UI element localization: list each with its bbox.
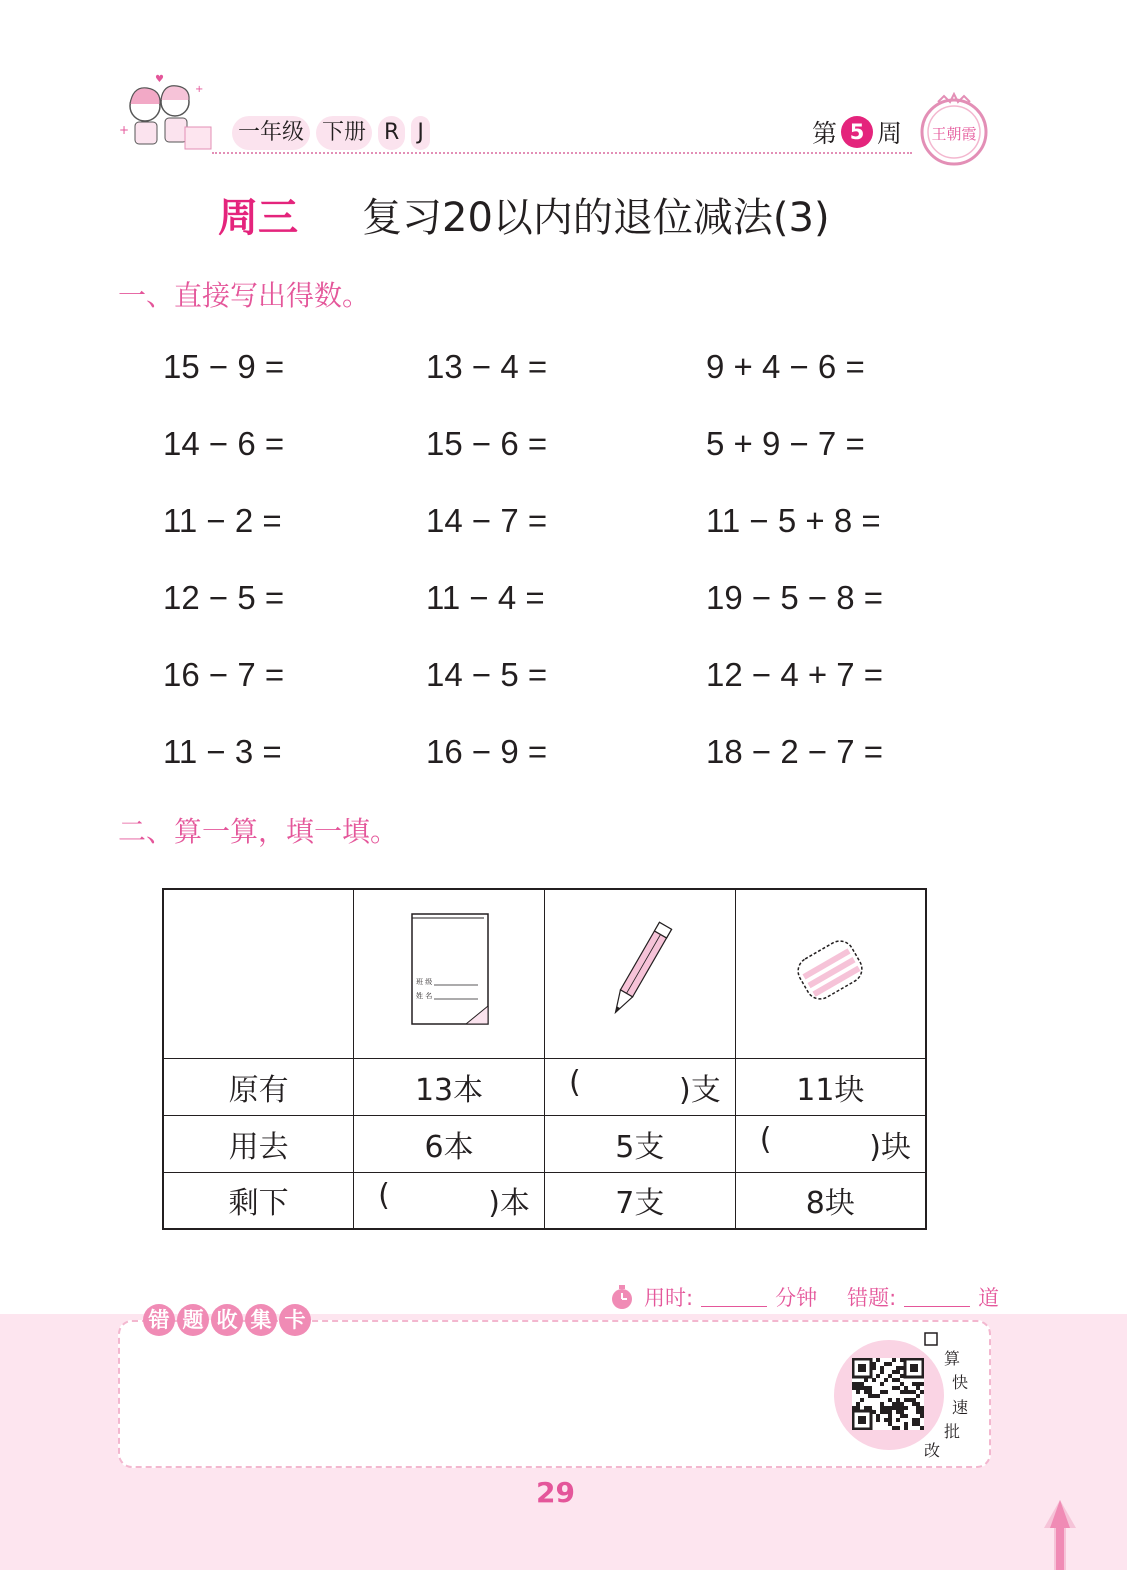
equation-item: 14 − 7 =: [426, 502, 548, 539]
stopwatch-icon: [608, 1283, 636, 1311]
time-label: 用时:: [644, 1286, 694, 1310]
blank-cell[interactable]: [735, 1115, 926, 1172]
page-title: [0, 186, 1127, 246]
week-number: 5: [841, 116, 873, 148]
card-label-char: 题: [177, 1304, 209, 1336]
title-day: 周三: [218, 195, 298, 241]
qr-caption-char: 算: [944, 1349, 961, 1368]
pencil-icon: [605, 915, 675, 1025]
table-cell: [354, 889, 545, 1058]
time-blank[interactable]: [701, 1287, 767, 1307]
equation-item: 11 − 2 =: [163, 502, 282, 539]
section1-heading: 一、直接写出得数。: [118, 279, 371, 312]
equation-item: 19 − 5 − 8 =: [706, 579, 884, 616]
equation-item: 13 − 4 =: [426, 348, 548, 385]
page-number: 29: [536, 1476, 575, 1509]
equation-item: 12 − 5 =: [163, 579, 285, 616]
table-cell: [735, 889, 926, 1058]
equation-item: 9 + 4 − 6 =: [706, 348, 865, 385]
equation-item: 11 − 4 =: [426, 579, 545, 616]
row-label: 原有: [163, 1058, 354, 1115]
grade-tag: R: [378, 116, 405, 150]
card-label: [143, 1304, 311, 1336]
qr-caption-char: 快: [952, 1373, 969, 1392]
kids-illustration: [115, 72, 215, 157]
open-paren: (: [759, 1121, 772, 1157]
equation-item: 5 + 9 − 7 =: [706, 425, 865, 462]
author-seal-logo: [914, 92, 994, 168]
svg-text:+: +: [195, 84, 204, 95]
grade-tag: J: [411, 116, 430, 150]
equation-item: 15 − 9 =: [163, 348, 285, 385]
equation-item: 18 − 2 − 7 =: [706, 733, 884, 770]
table-cell: 11块: [735, 1058, 926, 1115]
open-paren: (: [568, 1064, 581, 1100]
equation-item: 16 − 7 =: [163, 656, 285, 693]
table-cell: 13本: [354, 1058, 545, 1115]
qr-code-icon[interactable]: [852, 1358, 924, 1430]
equation-item: 14 − 6 =: [163, 425, 285, 462]
notebook-icon: [406, 910, 492, 1030]
row-label: 剩下: [163, 1172, 354, 1229]
header-divider: [212, 152, 912, 154]
card-label-char: 收: [211, 1304, 243, 1336]
grade-tag: 一年级: [232, 116, 310, 150]
row-label: 用去: [163, 1115, 354, 1172]
table-cell: 8块: [735, 1172, 926, 1229]
errors-unit: 道: [978, 1286, 1000, 1310]
up-arrow-icon: [1040, 1498, 1080, 1570]
card-label-char: 卡: [279, 1304, 311, 1336]
equation-item: 11 − 3 =: [163, 733, 282, 770]
table-row: [163, 889, 926, 1058]
week-prefix: 第: [812, 119, 838, 148]
table-cell: 7支: [544, 1172, 735, 1229]
svg-text:♥: ♥: [155, 74, 164, 85]
table-row: [163, 1058, 926, 1115]
open-paren: (: [378, 1178, 390, 1214]
table-row: [163, 1115, 926, 1172]
blank-cell[interactable]: [354, 1172, 545, 1229]
table-row: [163, 1172, 926, 1229]
close-paren-unit: )支: [678, 1072, 721, 1108]
section2-heading: 二、算一算，填一填。: [118, 815, 399, 848]
equation-item: 15 − 6 =: [426, 425, 548, 462]
week-suffix: 周: [877, 119, 903, 148]
title-main: 复习20以内的退位减法(3): [362, 195, 830, 241]
close-paren-unit: )本: [488, 1186, 530, 1222]
svg-text:姓 名: 姓 名: [416, 991, 433, 1000]
errors-blank[interactable]: [904, 1287, 970, 1307]
equation-item: 16 − 9 =: [426, 733, 548, 770]
card-label-char: 错: [143, 1304, 175, 1336]
svg-text:+: +: [119, 123, 130, 137]
errors-label: 错题:: [847, 1286, 897, 1310]
table-cell: 6本: [354, 1115, 545, 1172]
checkbox-icon: [924, 1332, 938, 1346]
table-cell: [544, 889, 735, 1058]
equation-item: 12 − 4 + 7 =: [706, 656, 884, 693]
table-cell: 5支: [544, 1115, 735, 1172]
svg-text:班 级: 班 级: [416, 977, 433, 986]
qr-caption-char: 改: [924, 1441, 941, 1460]
time-unit: 分钟: [775, 1286, 818, 1310]
timer-bar: [608, 1282, 999, 1312]
equation-item: 11 − 5 + 8 =: [706, 502, 881, 539]
svg-text:王朝霞: 王朝霞: [931, 127, 977, 143]
grade-tags: [232, 116, 430, 150]
qr-caption-char: 速: [952, 1398, 969, 1417]
blank-cell[interactable]: [544, 1058, 735, 1115]
table-corner-cell: [163, 889, 354, 1058]
eraser-icon: [790, 930, 870, 1010]
close-paren-unit: )块: [869, 1129, 911, 1165]
grade-tag: 下册: [316, 116, 372, 150]
week-indicator: [812, 114, 902, 150]
qr-caption-char: 批: [944, 1422, 961, 1441]
fill-in-table: [162, 888, 927, 1230]
card-label-char: 集: [245, 1304, 277, 1336]
equation-item: 14 − 5 =: [426, 656, 548, 693]
